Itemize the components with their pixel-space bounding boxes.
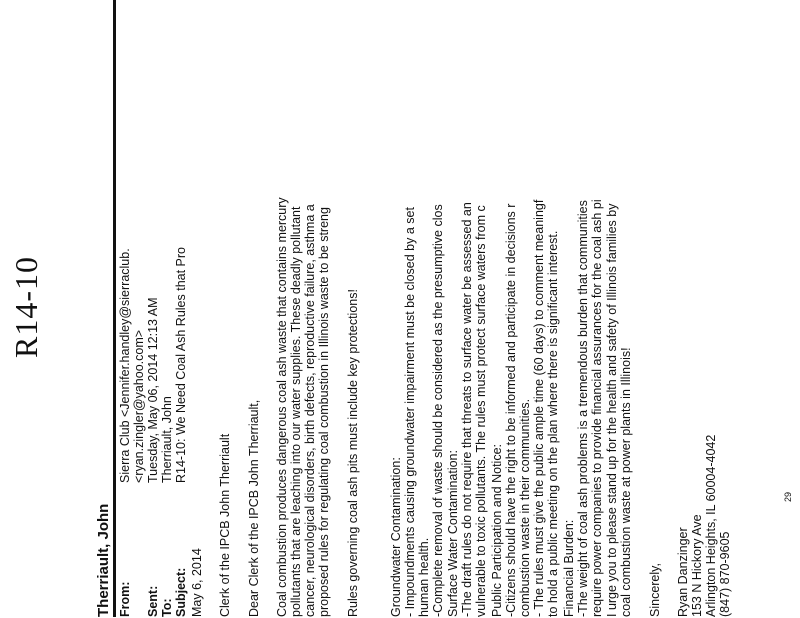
participation-section: [490, 0, 560, 617]
closing-line: coal combustion waste at power plants in Illinois!: [619, 347, 633, 617]
subject-label: Subject:: [174, 567, 188, 617]
from-label: From:: [118, 581, 132, 617]
from-value: Sierra Club <Jennifer.handley@sierraclub.: [118, 248, 132, 483]
sent-label: Sent:: [146, 585, 160, 617]
section-line: - Impoundments causing groundwater impairment must be closed by a set: [403, 207, 417, 617]
sender-name: Therriault, John: [95, 503, 112, 617]
from-value-cont: <ryan.zingler@yahoo.com>: [132, 329, 146, 483]
salutation: Dear Clerk of the IPCB John Therriault,: [247, 399, 261, 617]
intro-line: pollutants that are leaching into our water supplies. These deadly pollutant: [289, 206, 303, 617]
signoff: Sincerely,: [648, 563, 662, 617]
intro-paragraph: [275, 0, 331, 617]
email-header: [118, 0, 188, 617]
intro-line: cancer, neurological disorders, birth defects, reproductive failure, asthma a: [303, 204, 317, 617]
section-line: -Complete removal of waste should be considered as the presumptive clos: [431, 204, 445, 617]
section-heading: Groundwater Contamination:: [389, 457, 403, 617]
section-line: vulnerable to toxic pollutants. The rules must protect surface waters from c: [474, 205, 488, 617]
intro-line: Coal combustion produces dangerous coal ash waste that contains mercury: [275, 197, 289, 617]
subject-value: R14-10: We Need Coal Ash Rules that Pro: [174, 246, 188, 483]
docket-stamp: R14-10: [8, 256, 44, 358]
intro-line: proposed rules for regulating coal combustion in Illinois waste to be streng: [317, 207, 331, 617]
signer-phone: (847) 870-9605: [718, 531, 732, 617]
sent-value: Tuesday, May 06, 2014 12:13 AM: [146, 297, 160, 483]
from-row-cont: [132, 0, 146, 617]
header-rule: [113, 0, 116, 617]
section-line: require power companies to provide financial assurances for the coal ash pi: [590, 199, 604, 617]
section-line: combustion waste in their communities.: [518, 398, 532, 617]
surface-section: [446, 0, 488, 617]
signer-city: Arlington Heights, IL 60004-4042: [704, 434, 718, 617]
section-line: - The rules must give the public ample time (60 days) to comment meaningf: [532, 199, 546, 617]
section-line: -The draft rules do not require that threats to surface water be assessed an: [460, 202, 474, 617]
section-line: to hold a public meeting on the plan where there is significant interest.: [546, 230, 560, 617]
section-line: human health.: [417, 537, 431, 617]
letter-date: May 6, 2014: [190, 548, 204, 617]
closing-request: [605, 0, 633, 617]
page-number: 29: [783, 491, 793, 502]
to-label: To:: [160, 598, 174, 617]
financial-section: [562, 0, 604, 617]
signer-name: Ryan Danzinger: [676, 527, 690, 617]
closing-line: I urge you to please stand up for the health and safety of Illinois families by: [605, 203, 619, 617]
sent-row: [146, 0, 160, 617]
to-row: [160, 0, 174, 617]
section-heading: Public Participation and Notice:: [490, 443, 504, 617]
section-heading: Surface Water Contamination:: [446, 450, 460, 617]
section-heading: Financial Burden:: [562, 519, 576, 617]
signature-block: [676, 0, 732, 617]
groundwater-section: [389, 0, 445, 617]
section-line: -The weight of coal ash problems is a tremendous burden that communities: [576, 200, 590, 617]
addressee: Clerk of the IPCB John Therriault: [218, 433, 232, 617]
to-value: Therriault, John: [160, 396, 174, 483]
subject-row: [174, 0, 188, 617]
section-line: -Citizens should have the right to be informed and participate in decisions r: [504, 203, 518, 617]
from-row: [118, 0, 132, 617]
signer-street: 153 N Hickory Ave: [690, 514, 704, 617]
protections-line: Rules governing coal ash pits must include key protections!: [346, 289, 360, 617]
